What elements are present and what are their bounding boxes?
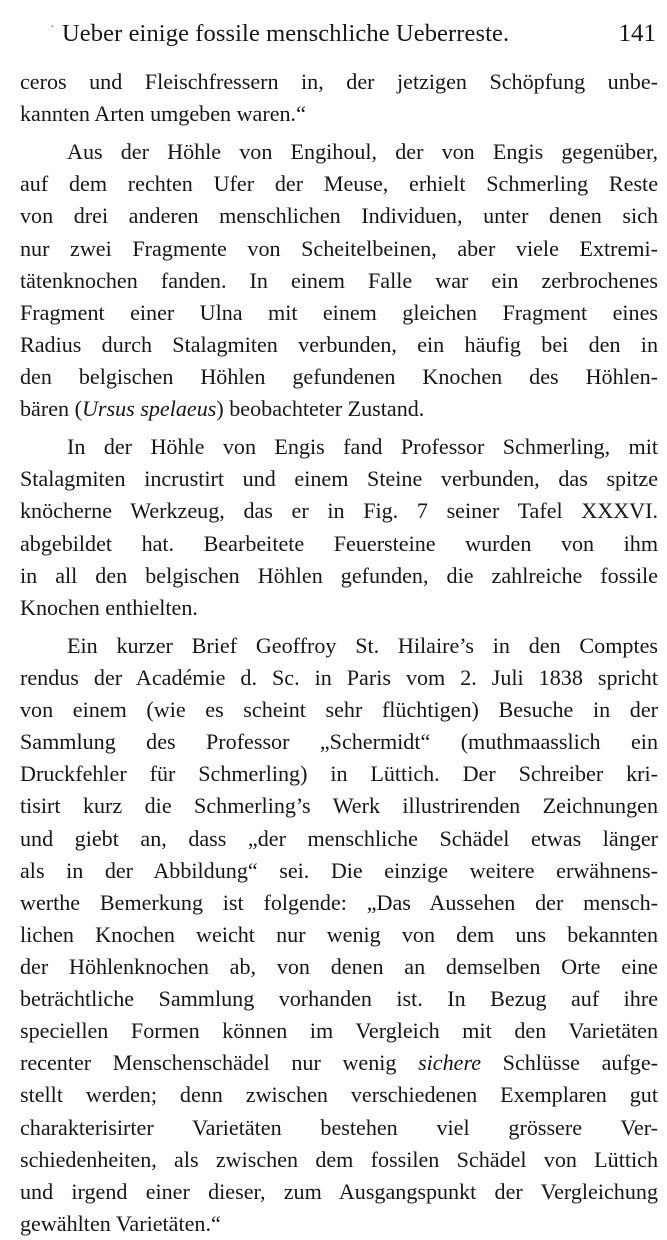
text-line: stellt werden; denn zwischen verschiedenen Exemplaren gut <box>20 1082 658 1108</box>
text-line: Druckfehler für Schmerling) in Lüttich. Der Schreiber kri- <box>20 761 658 787</box>
text-line: schiedenheiten, als zwischen dem fossilen Schädel von Lüttich <box>20 1146 658 1172</box>
text-line: der Höhlenknochen ab, von denen an demselben Orte eine <box>20 953 658 979</box>
text-run: ) beobachteter Zustand. <box>216 396 425 422</box>
text-line: als in der Abbildung“ sei. Die einzige weitere erwähnens- <box>20 857 658 883</box>
text-line: den belgischen Höhlen gefundenen Knochen des Höhlen- <box>20 363 658 389</box>
running-head: Ueber einige fossile menschliche Ueberreste. <box>62 20 510 47</box>
text-line: rendus der Académie d. Sc. in Paris vom 2. Juli 1838 spricht <box>20 664 658 690</box>
page-number: 141 <box>618 20 656 47</box>
text-line: auf dem rechten Ufer der Meuse, erhielt Schmerling Reste <box>20 171 658 197</box>
text-run: bären ( <box>20 396 82 422</box>
text-line: tisirt kurz die Schmerling’s Werk illustrirenden Zeichnungen <box>20 793 658 819</box>
text-line: in all den belgischen Höhlen gefunden, die zahlreiche fossile <box>20 562 658 588</box>
text-line: Stalagmiten incrustirt und einem Steine verbunden, das spitze <box>20 466 658 492</box>
text-line: gewählten Varietäten.“ <box>20 1210 221 1236</box>
text-line: Sammlung des Professor „Schermidt“ (muthmaasslich ein <box>20 729 658 755</box>
text-line: und giebt an, dass „der menschliche Schädel etwas länger <box>20 825 658 851</box>
text-line: Ein kurzer Brief Geoffroy St. Hilaire’s in den Comptes <box>67 632 658 658</box>
text-line: beträchtliche Sammlung vorhanden ist. In Bezug auf ihre <box>20 986 658 1012</box>
page-header <box>20 18 658 60</box>
text-line: werthe Bemerkung ist folgende: „Das Aussehen der mensch- <box>20 889 658 915</box>
text-line: charakterisirter Varietäten bestehen viel grössere Ver- <box>20 1114 658 1140</box>
text-line <box>20 1047 658 1079</box>
italic-text: Ursus spelaeus <box>81 396 217 422</box>
paragraph <box>20 630 658 1240</box>
text-line: tätenknochen fanden. In einem Falle war ein zerbrochenes <box>20 267 658 293</box>
text-line: abgebildet hat. Bearbeitete Feuersteine wurden von ihm <box>20 530 658 556</box>
text-line: knöcherne Werkzeug, das er in Fig. 7 seiner Tafel XXXVI. <box>20 498 658 524</box>
text-line: von drei anderen menschlichen Individuen, unter denen sich <box>20 203 658 229</box>
text-run: Schlüsse aufge- <box>481 1050 658 1076</box>
text-line: ceros und Fleischfressern in, der jetzigen Schöpfung unbe- <box>20 69 658 94</box>
text-line: Radius durch Stalagmiten verbunden, ein häufig bei den in <box>20 331 658 357</box>
text-run: recenter Menschenschädel nur wenig <box>20 1050 419 1076</box>
paragraph <box>20 136 658 425</box>
italic-text: sichere <box>418 1050 482 1076</box>
text-line: Aus der Höhle von Engihoul, der von Engis gegenüber, <box>67 139 658 165</box>
text-line: lichen Knochen weicht nur wenig von dem uns bekannten <box>20 921 658 947</box>
paragraph <box>20 431 658 624</box>
text-line <box>20 393 658 425</box>
text-line: Fragment einer Ulna mit einem gleichen Fragment eines <box>20 299 658 325</box>
text-line: In der Höhle von Engis fand Professor Schmerling, mit <box>67 434 658 460</box>
paragraph <box>20 66 658 130</box>
text-line: von einem (wie es scheint sehr flüchtigen) Besuche in der <box>20 697 658 723</box>
body-text <box>20 66 658 1240</box>
text-line: und irgend einer dieser, zum Ausgangspunkt der Vergleichung <box>20 1178 658 1204</box>
text-line: kannten Arten umgeben waren.“ <box>20 101 306 127</box>
header-mark: · <box>50 20 55 35</box>
text-line: speciellen Formen können im Vergleich mit den Varietäten <box>20 1018 658 1044</box>
text-line: nur zwei Fragmente von Scheitelbeinen, aber viele Extremi- <box>20 235 658 261</box>
text-line: Knochen enthielten. <box>20 594 198 620</box>
